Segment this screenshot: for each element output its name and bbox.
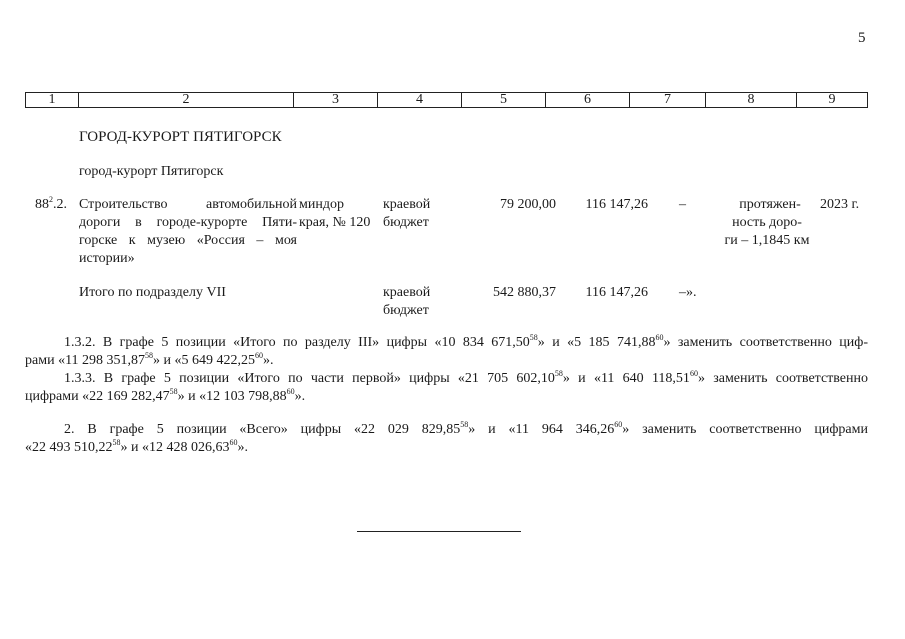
paragraph-2: 2. В графе 5 позиции «Всего» цифры «22 029 829,85$^{58}$» и «11 964 346,26$^{60}$» заменить соответственно цифрами «22 493 510,22$^{58}$» и «12 428 026,63$^{60}$». bbox=[25, 420, 868, 455]
row-funding-source: краевой бюджет bbox=[383, 197, 431, 230]
total-label: Итого по подразделу VII bbox=[79, 285, 226, 300]
header-cell: 5 bbox=[462, 93, 546, 107]
row-customer: миндор края, № 120 bbox=[299, 197, 371, 230]
section-title: ГОРОД-КУРОРТ ПЯТИГОРСК bbox=[79, 129, 282, 145]
row-name: Строительство автомобильной дороги в городе-курорте Пяти- горске к музею «Россия – моя истории» bbox=[79, 197, 297, 266]
header-cell: 1 bbox=[26, 93, 79, 107]
closing-separator-line bbox=[357, 531, 521, 532]
header-cell: 8 bbox=[706, 93, 797, 107]
row-col7-value: – bbox=[679, 197, 686, 212]
subsection-title: город-курорт Пятигорск bbox=[79, 164, 224, 179]
page-number: 5 bbox=[858, 30, 866, 46]
table-header-row bbox=[25, 92, 868, 108]
total-col7-value: –». bbox=[679, 285, 697, 300]
paragraph-1-3-2: 1.3.2. В графе 5 позиции «Итого по разделу III» цифры «10 834 671,50$^{58}$» и «5 185 741,88$^{60}$» заменить соответственно циф- рами «11 298 351,87$^{58}$» и «5 649 422,25$^{60}$». bbox=[25, 333, 868, 368]
paragraph-1-3-3: 1.3.3. В графе 5 позиции «Итого по части первой» цифры «21 705 602,10$^{58}$» и «11 640 118,51$^{60}$» заменить соответственно цифрами «22 169 282,47$^{58}$» и «12 103 798,88$^{60}$». bbox=[25, 369, 869, 404]
header-cell: 4 bbox=[378, 93, 462, 107]
total-funding-source: краевой бюджет bbox=[383, 285, 431, 318]
total-col6-value: 116 147,26 bbox=[585, 285, 648, 300]
total-col5-value: 542 880,37 bbox=[493, 285, 556, 300]
header-cell: 6 bbox=[546, 93, 630, 107]
header-cell: 3 bbox=[294, 93, 378, 107]
header-cell: 7 bbox=[630, 93, 706, 107]
row-col6-value: 116 147,26 bbox=[585, 197, 648, 212]
row-number: $88^2.2$. bbox=[35, 195, 67, 212]
row-col5-value: 79 200,00 bbox=[500, 197, 556, 212]
row-col9-value: 2023 г. bbox=[820, 197, 860, 212]
header-cell: 2 bbox=[79, 93, 294, 107]
row-col8-value: протяжен- ность доро- ги – 1,1845 км bbox=[724, 197, 810, 248]
header-cell: 9 bbox=[828, 92, 836, 107]
